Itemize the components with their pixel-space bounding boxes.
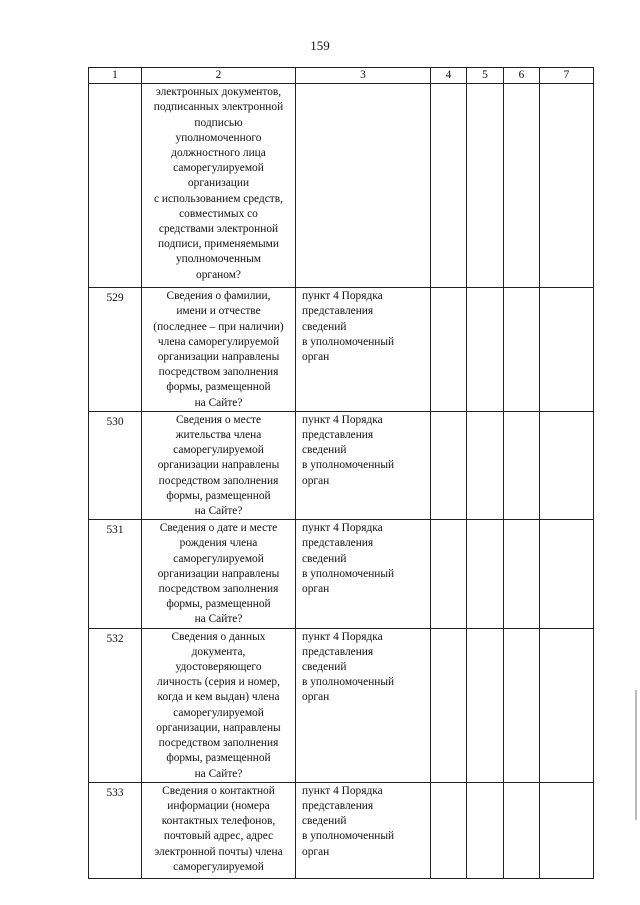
header-cell: 4 [431,68,467,84]
question-line: саморегулируемой [173,706,264,719]
reference-line: представления [302,645,374,658]
answer-cell [504,84,540,288]
question-line: саморегулируемой [173,444,264,457]
reference-line: орган [302,351,330,364]
answer-cell [431,782,467,878]
reference-line: орган [302,583,330,596]
reference-line: в уполномоченный [302,567,395,580]
answer-cell [431,84,467,288]
question-line: посредством заполнения [158,737,279,750]
reference-line: представления [302,305,374,318]
answer-cell [540,520,594,628]
reference-line: орган [302,474,330,487]
question-line: контактных телефонов, [161,815,276,828]
question-line: формы, размещенной [166,752,271,765]
question-line: организации направлены [157,459,280,472]
table-row [89,411,594,519]
question-line: на Сайте? [194,396,243,409]
question-line: личность (серия и номер, [157,676,280,689]
answer-cell [540,782,594,878]
answer-cell [467,411,504,519]
question-line: формы, размещенной [166,381,271,394]
reference-line: сведений [302,815,347,828]
question-cell [142,782,296,878]
reference-line: представления [302,537,374,550]
answer-cell [467,628,504,782]
question-line: посредством заполнения [158,474,279,487]
question-line: жительства члена [175,429,262,442]
question-line: посредством заполнения [158,583,279,596]
header-cell: 5 [467,68,504,84]
question-line: когда и кем выдан) члена [157,691,280,704]
reference-cell [296,411,431,519]
answer-cell [504,782,540,878]
question-line: Сведения о фамилии, [166,290,271,303]
row-number: 531 [89,520,142,628]
reference-cell [296,628,431,782]
reference-line: пункт 4 Порядка [302,290,383,303]
answer-cell [504,411,540,519]
question-line: Сведения о дате и месте [159,522,278,535]
question-cell [142,411,296,519]
question-line: с использованием средств, [153,192,283,205]
reference-line: в уполномоченный [302,676,395,689]
question-line: почтовый адрес, адрес [163,830,274,843]
question-line: подписанных электронной [153,101,284,114]
answer-cell [540,288,594,412]
answer-cell [504,628,540,782]
question-cell [142,520,296,628]
header-cell: 6 [504,68,540,84]
reference-line: пункт 4 Порядка [302,630,383,643]
question-cell [142,288,296,412]
question-line: электронной почты) члена [154,845,283,858]
checklist-table [88,67,594,879]
question-line: уполномоченного [175,131,262,144]
question-line: Сведения о месте [175,413,262,426]
question-line: формы, размещенной [166,598,271,611]
reference-line: орган [302,691,330,704]
reference-line: сведений [302,552,347,565]
reference-line: сведений [302,661,347,674]
table-row [89,628,594,782]
question-line: информации (номера [167,799,270,812]
question-line: удостоверяющего [175,661,262,674]
table-row [89,288,594,412]
answer-cell [540,628,594,782]
answer-cell [431,628,467,782]
reference-line: сведений [302,320,347,333]
reference-cell [296,84,431,288]
reference-cell [296,288,431,412]
answer-cell [467,288,504,412]
question-line: подписью [194,116,243,129]
table-row [89,782,594,878]
question-cell [142,84,296,288]
answer-cell [431,411,467,519]
reference-line: орган [302,845,330,858]
answer-cell [504,288,540,412]
table-row [89,520,594,628]
question-line: на Сайте? [194,767,243,780]
question-line: (последнее – при наличии) [153,320,284,333]
answer-cell [467,84,504,288]
question-line: на Сайте? [194,505,243,518]
header-cell: 7 [540,68,594,84]
reference-cell [296,520,431,628]
reference-line: пункт 4 Порядка [302,784,383,797]
reference-line: в уполномоченный [302,335,395,348]
question-line: на Сайте? [194,613,243,626]
answer-cell [504,520,540,628]
reference-line: представления [302,799,374,812]
row-number: 533 [89,782,142,878]
question-line: посредством заполнения [158,366,279,379]
answer-cell [467,520,504,628]
question-line: саморегулируемой [173,860,264,873]
question-line: организации [187,177,250,190]
question-line: организации направлены [157,567,280,580]
question-line: должностного лица [171,147,266,160]
reference-line: пункт 4 Порядка [302,413,383,426]
question-line: саморегулируемой [173,162,264,175]
header-cell: 3 [296,68,431,84]
row-number: 529 [89,288,142,412]
reference-line: в уполномоченный [302,459,395,472]
row-number [89,84,142,288]
answer-cell [540,84,594,288]
question-line: Сведения о данных [171,630,266,643]
reference-line: в уполномоченный [302,830,395,843]
reference-cell [296,782,431,878]
page-number: 159 [310,38,330,53]
question-cell [142,628,296,782]
reference-line: представления [302,429,374,442]
question-line: органом? [196,268,241,281]
question-line: электронных документов, [155,86,282,99]
answer-cell [467,782,504,878]
question-line: подписи, применяемыми [157,238,279,251]
question-line: уполномоченным [175,253,262,266]
row-number: 532 [89,628,142,782]
question-line: организации, направлены [156,721,281,734]
question-line: члена саморегулируемой [157,335,280,348]
question-line: саморегулируемой [173,552,264,565]
table-row [89,84,594,288]
question-line: средствами электронной [158,223,279,236]
header-row [89,68,594,84]
reference-line: пункт 4 Порядка [302,522,383,535]
header-cell: 1 [89,68,142,84]
question-line: совместимых со [179,207,258,220]
question-line: документа, [191,645,246,658]
question-line: имени и отчестве [176,305,261,318]
row-number: 530 [89,411,142,519]
question-line: Сведения о контактной [162,784,275,797]
header-cell: 2 [142,68,296,84]
reference-line: сведений [302,444,347,457]
answer-cell [431,520,467,628]
question-line: организации направлены [157,351,280,364]
question-line: рождения члена [179,537,258,550]
answer-cell [540,411,594,519]
scan-edge-mark [635,690,637,820]
answer-cell [431,288,467,412]
question-line: формы, размещенной [166,489,271,502]
